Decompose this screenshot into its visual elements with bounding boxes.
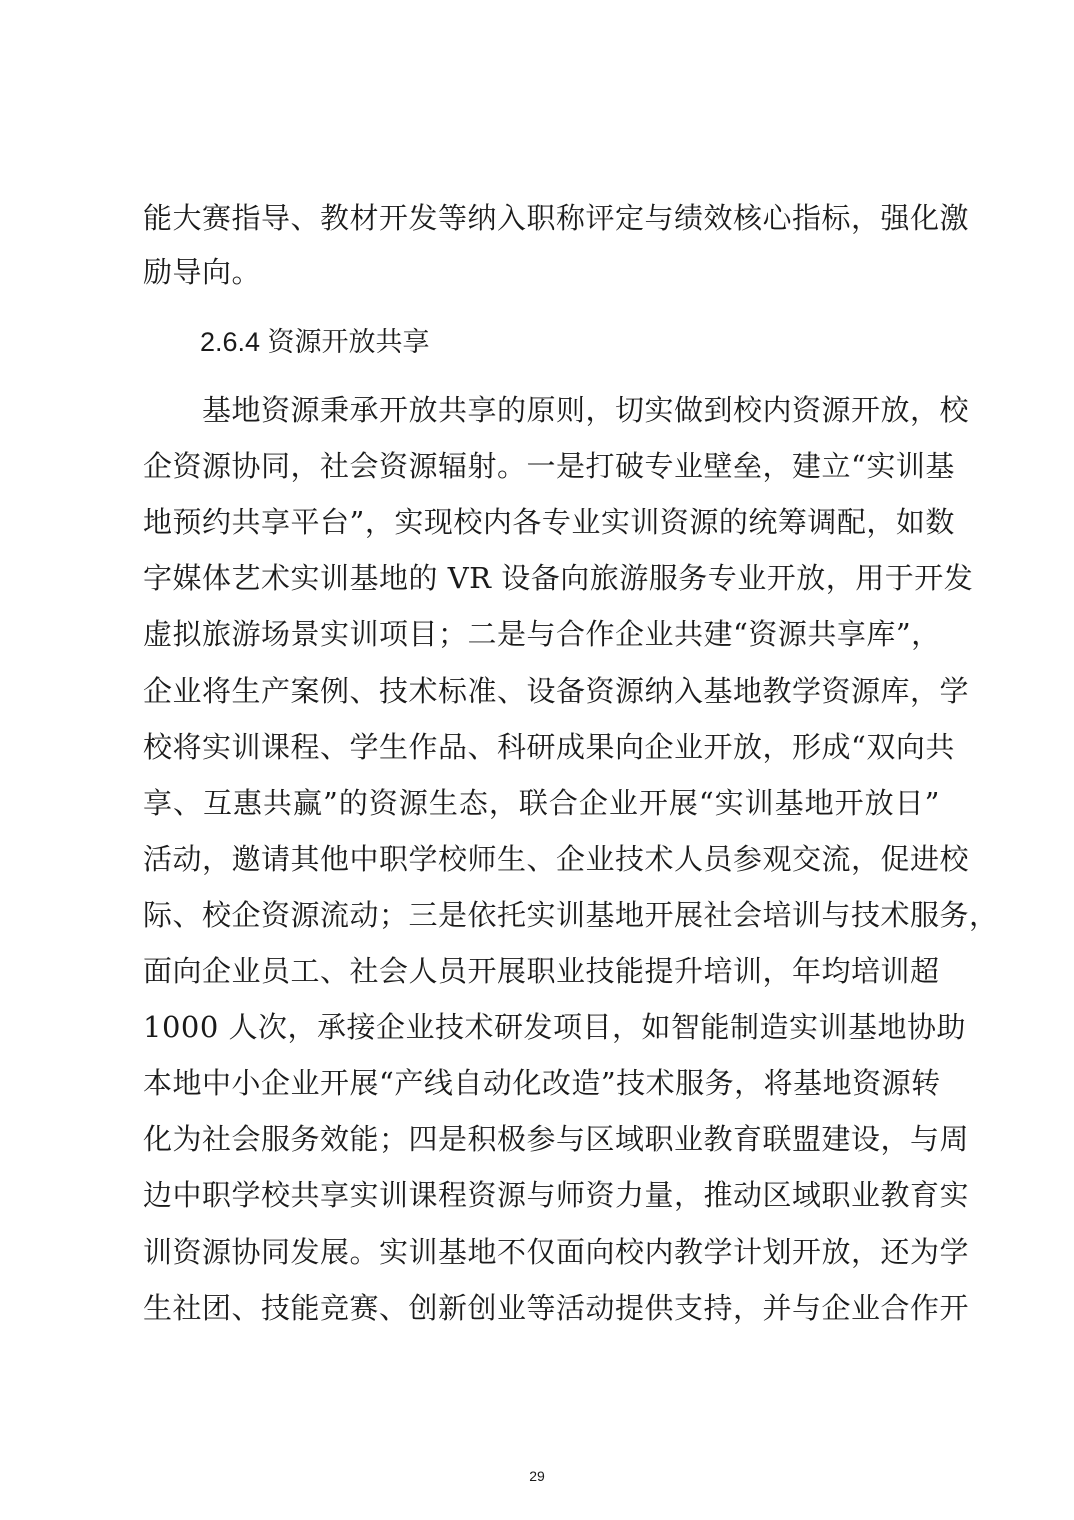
text-line: 化为社会服务效能；四是积极参与区域职业教育联盟建设，与周 <box>143 1122 970 1157</box>
text-line: 地预约共享平台”，实现校内各专业实训资源的统筹调配，如数 <box>143 505 955 540</box>
text-line: 基地资源秉承开放共享的原则，切实做到校内资源开放，校 <box>143 393 970 427</box>
page-number: 29 <box>529 1468 545 1484</box>
text-line: 活动，邀请其他中职学校师生、企业技术人员参观交流，促进校 <box>143 841 970 876</box>
text-line: 生社团、技能竞赛、创新创业等活动提供支持，并与企业合作开 <box>143 1290 970 1325</box>
section-heading: 2.6.4 资源开放共享 <box>200 327 430 357</box>
text-line: 企业将生产案例、技术标准、设备资源纳入基地教学资源库，学 <box>143 673 970 708</box>
text-line: 企资源协同，社会资源辐射。一是打破专业壁垒，建立“实训基 <box>143 449 955 484</box>
text-line: 本地中小企业开展“产线自动化改造”技术服务，将基地资源转 <box>143 1066 941 1101</box>
text-line: 边中职学校共享实训课程资源与师资力量，推动区域职业教育实 <box>143 1178 970 1213</box>
text-line: 励导向。 <box>143 255 262 289</box>
text-line: 虚拟旅游场景实训项目；二是与合作企业共建“资源共享库”， <box>143 617 941 652</box>
text-line: 享、互惠共赢”的资源生态，联合企业开展“实训基地开放日” <box>143 785 940 820</box>
text-line: 1000 人次，承接企业技术研发项目，如智能制造实训基地协助 <box>143 1010 967 1045</box>
text-line: 能大赛指导、教材开发等纳入职称评定与绩效核心指标，强化激 <box>143 201 970 235</box>
text-line: 字媒体艺术实训基地的 VR 设备向旅游服务专业开放，用于开发 <box>143 561 974 596</box>
text-line: 际、校企资源流动；三是依托实训基地开展社会培训与技术服务， <box>143 897 999 932</box>
text-line: 训资源协同发展。实训基地不仅面向校内教学计划开放，还为学 <box>143 1234 970 1269</box>
text-line: 校将实训课程、学生作品、科研成果向企业开放，形成“双向共 <box>143 729 955 764</box>
text-line: 面向企业员工、社会人员开展职业技能提升培训，年均培训超 <box>143 954 940 988</box>
